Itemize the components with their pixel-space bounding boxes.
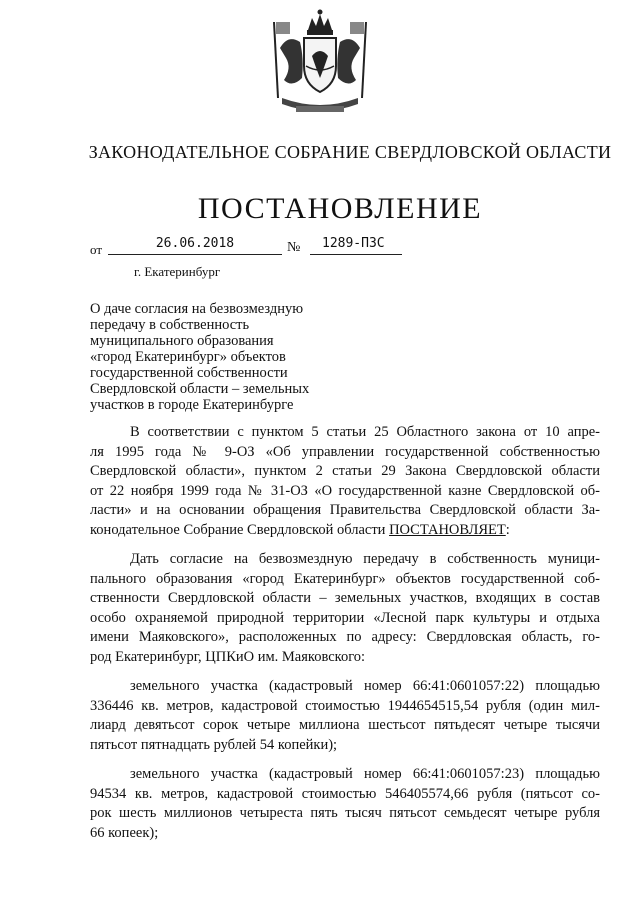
text-line: особо охраняемой природной территории «Лесной парк культуры и отдыха [90, 609, 600, 626]
subject-line: участков в городе Екатеринбурге [90, 397, 294, 413]
text-line: пального образования «город Екатеринбург» объектов государственной соб- [90, 570, 600, 587]
text-line: Свердловской области», пунктом 2 статьи 29 Закона Свердловской области [90, 463, 600, 479]
document-subject [90, 301, 350, 413]
document-city: г. Екатеринбург [134, 264, 221, 279]
number-field [310, 236, 402, 255]
text-line: Дать согласие на безвозмездную передачу в собственность муници- [130, 551, 600, 567]
paragraph-basis [90, 423, 600, 540]
text-line: земельного участка (кадастровый номер 66:41:0601057:23) площадью [130, 766, 600, 782]
document-date: 26.06.2018 [155, 236, 235, 251]
subject-line: государственной собственности [90, 365, 288, 381]
text-line: 94534 кв. метров, кадастровой стоимостью 546405574,66 рубля (пятьсот со- [90, 785, 600, 802]
paragraph-parcel-23 [90, 765, 600, 843]
subject-line: Свердловской области – земельных [90, 381, 310, 397]
subject-line: муниципального образования [90, 333, 274, 349]
document-title: ПОСТАНОВЛЕНИЕ [197, 192, 483, 225]
document-body [90, 423, 600, 853]
text-line: 66 копеек); [90, 824, 159, 841]
text-line: ственности Свердловской области – земельных участков, входящих в состав [90, 590, 600, 606]
number-prefix: № [287, 240, 301, 255]
assembly-name: ЗАКОНОДАТЕЛЬНОЕ СОБРАНИЕ СВЕРДЛОВСКОЙ ОБЛАСТИ [88, 142, 612, 162]
subject-line: О даче согласия на безвозмездную [90, 301, 304, 317]
text-line: от 22 ноября 1999 года № 31-ОЗ «О государственной казне Свердловской об- [90, 482, 600, 499]
text-line: 336446 кв. метров, кадастровой стоимостью 1944654515,54 рубля (один мил- [90, 697, 600, 714]
text-line: имени Маяковского», расположенных по адресу: Свердловская область, го- [90, 629, 600, 645]
coat-of-arms-icon [262, 8, 378, 120]
text-line: рок шесть миллионов четыреста пять тысяч пятьсот семьдесят четыре рубля [90, 805, 600, 821]
text-fragment: : [505, 521, 510, 538]
text-line: земельного участка (кадастровый номер 66:41:0601057:22) площадью [130, 678, 600, 694]
text-line [90, 521, 600, 541]
document-number-line [90, 236, 490, 258]
text-line: ласти» и на основании обращения Правительства Свердловской области За- [90, 502, 600, 518]
text-line: В соответствии с пунктом 5 статьи 25 Областного закона от 10 апре- [130, 424, 600, 440]
text-line: ля 1995 года № 9-ОЗ «Об управлении государственной собственностью [90, 443, 600, 460]
document-number: 1289-ПЗС [322, 236, 385, 251]
resolves-keyword: ПОСТАНОВЛЯЕТ [389, 521, 506, 538]
text-line: лиард девятьсот сорок четыре миллиона шестьсот пятьдесят четыре тысячи [90, 717, 600, 733]
text-line: род Екатеринбург, ЦПКиО им. Маяковского: [90, 648, 366, 665]
paragraph-parcel-22 [90, 677, 600, 755]
subject-line: передачу в собственность [90, 317, 250, 333]
paragraph-consent [90, 550, 600, 667]
date-field [108, 236, 282, 255]
text-line: пятьсот пятнадцать рублей 54 копейки); [90, 736, 338, 753]
text-fragment: конодательное Собрание Свердловской области [90, 521, 390, 538]
date-prefix: от [90, 242, 103, 257]
subject-line: «город Екатеринбург» объектов [90, 349, 286, 365]
